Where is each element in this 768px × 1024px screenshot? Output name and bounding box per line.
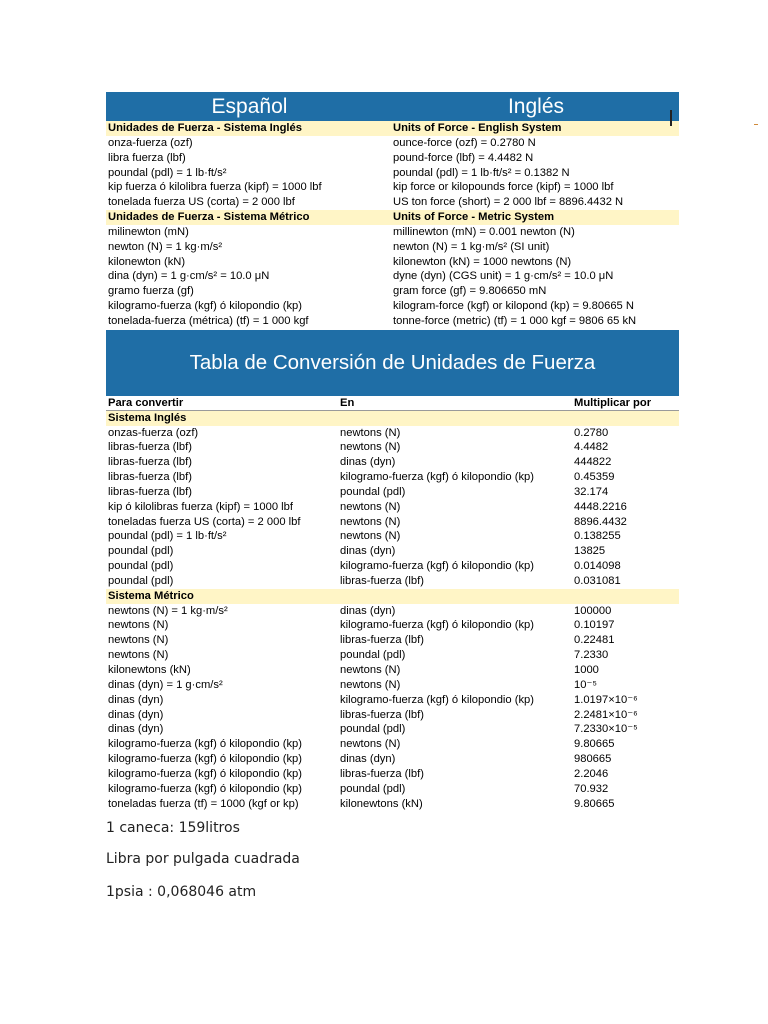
conversion-title-band xyxy=(106,330,679,396)
to-cell: dinas (dyn) xyxy=(340,604,396,617)
units-row xyxy=(106,240,679,255)
to-cell: dinas (dyn) xyxy=(340,753,396,766)
conversion-row xyxy=(106,440,679,455)
conversion-row xyxy=(106,722,679,737)
conversion-row xyxy=(106,752,679,767)
units-row xyxy=(106,225,679,240)
conversion-row xyxy=(106,708,679,723)
english-cell: US ton force (short) = 2 000 lbf = 8896.4432 N xyxy=(393,196,624,209)
note-caneca: 1 caneca: 159litros xyxy=(106,820,240,836)
from-cell: toneladas fuerza US (corta) = 2 000 lbf xyxy=(108,515,301,528)
conversion-row xyxy=(106,515,679,530)
to-cell: newtons (N) xyxy=(340,441,401,454)
conversion-table-header xyxy=(106,396,679,411)
conversion-row xyxy=(106,782,679,797)
english-cell: newton (N) = 1 kg·m/s² (SI unit) xyxy=(393,240,550,253)
to-cell: poundal (pdl) xyxy=(340,649,406,662)
to-cell: newtons (N) xyxy=(340,515,401,528)
english-cell: Units of Force - English System xyxy=(393,122,562,134)
header-from: Para convertir xyxy=(108,396,184,409)
conversion-row xyxy=(106,633,679,648)
english-cell: dyne (dyn) (CGS unit) = 1 g·cm/s² = 10.0 μN xyxy=(393,270,614,283)
from-cell: libras-fuerza (lbf) xyxy=(108,485,192,498)
spanish-cell: onza-fuerza (ozf) xyxy=(108,136,193,149)
english-cell: pound-force (lbf) = 4.4482 N xyxy=(393,151,534,164)
to-cell: kilogramo-fuerza (kgf) ó kilopondio (kp) xyxy=(340,560,534,573)
from-cell: poundal (pdl) xyxy=(108,574,174,587)
to-cell: newtons (N) xyxy=(340,530,401,543)
to-cell: libras-fuerza (lbf) xyxy=(340,634,424,647)
spanish-cell: tonelada fuerza US (corta) = 2 000 lbf xyxy=(108,196,295,209)
from-cell: kilogramo-fuerza (kgf) ó kilopondio (kp) xyxy=(108,782,302,795)
english-cell: Units of Force - Metric System xyxy=(393,211,555,224)
factor-cell: 32.174 xyxy=(574,485,609,498)
to-cell: newtons (N) xyxy=(340,426,401,439)
conversion-row xyxy=(106,529,679,544)
english-cell: kilonewton (kN) = 1000 newtons (N) xyxy=(393,255,572,268)
factor-cell: 0.10197 xyxy=(574,619,615,632)
to-cell: poundal (pdl) xyxy=(340,782,406,795)
to-cell: newtons (N) xyxy=(340,500,401,513)
conversion-row xyxy=(106,663,679,678)
english-cell: tonne-force (metric) (tf) = 1 000 kgf = 9806 65 kN xyxy=(393,314,637,327)
header-to: En xyxy=(340,396,355,409)
spanish-cell: milinewton (mN) xyxy=(108,225,189,238)
language-header-band xyxy=(106,92,679,121)
units-section-heading xyxy=(106,121,679,136)
english-cell: millinewton (mN) = 0.001 newton (N) xyxy=(393,225,575,238)
factor-cell: 0.22481 xyxy=(574,634,615,647)
spanish-column-header: Español xyxy=(211,94,288,118)
from-cell: toneladas fuerza (tf) = 1000 (kgf or kp) xyxy=(108,797,299,810)
to-cell: dinas (dyn) xyxy=(340,545,396,558)
from-cell: dinas (dyn) xyxy=(108,723,164,736)
factor-cell: 10⁻⁵ xyxy=(574,678,597,691)
units-row xyxy=(106,136,679,151)
conversion-row xyxy=(106,797,679,812)
to-cell: kilogramo-fuerza (kgf) ó kilopondio (kp) xyxy=(340,693,534,706)
units-row xyxy=(106,299,679,314)
conversion-row xyxy=(106,604,679,619)
to-cell: newtons (N) xyxy=(340,678,401,691)
units-glossary-table xyxy=(106,121,679,329)
text-cursor xyxy=(670,110,672,126)
conversion-row xyxy=(106,574,679,589)
to-cell: newtons (N) xyxy=(340,738,401,751)
conversion-table-title: Tabla de Conversión de Unidades de Fuerza xyxy=(189,350,596,374)
from-cell: kilogramo-fuerza (kgf) ó kilopondio (kp) xyxy=(108,738,302,751)
spanish-cell: tonelada-fuerza (métrica) (tf) = 1 000 kgf xyxy=(108,314,309,327)
from-cell: poundal (pdl) = 1 lb·ft/s² xyxy=(108,530,227,543)
from-cell: kip ó kilolibras fuerza (kipf) = 1000 lbf xyxy=(108,500,293,513)
to-cell: kilogramo-fuerza (kgf) ó kilopondio (kp) xyxy=(340,619,534,632)
conversion-row xyxy=(106,767,679,782)
units-row xyxy=(106,255,679,270)
factor-cell: 0.138255 xyxy=(574,530,621,543)
factor-cell: 980665 xyxy=(574,753,612,766)
conversion-row xyxy=(106,544,679,559)
conversion-row xyxy=(106,470,679,485)
note-psia: 1psia : 0,068046 atm xyxy=(106,884,257,900)
from-cell: kilogramo-fuerza (kgf) ó kilopondio (kp) xyxy=(108,753,302,766)
from-cell: poundal (pdl) xyxy=(108,545,174,558)
to-cell: poundal (pdl) xyxy=(340,723,406,736)
to-cell: libras-fuerza (lbf) xyxy=(340,767,424,780)
conversion-section-heading: Sistema Métrico xyxy=(106,589,679,604)
english-cell: poundal (pdl) = 1 lb·ft/s² = 0.1382 N xyxy=(393,166,570,179)
factor-cell: 0.45359 xyxy=(574,471,615,484)
spanish-cell: Unidades de Fuerza - Sistema Inglés xyxy=(108,122,302,134)
to-cell: poundal (pdl) xyxy=(340,485,406,498)
conversion-section-heading: Sistema Inglés xyxy=(106,411,679,426)
from-cell: dinas (dyn) = 1 g·cm/s² xyxy=(108,678,223,691)
spanish-cell: gramo fuerza (gf) xyxy=(108,285,194,298)
from-cell: newtons (N) xyxy=(108,634,169,647)
spanish-cell: kilogramo-fuerza (kgf) ó kilopondio (kp) xyxy=(108,300,302,313)
from-cell: dinas (dyn) xyxy=(108,708,164,721)
force-units-document xyxy=(106,92,679,811)
english-cell: ounce-force (ozf) = 0.2780 N xyxy=(393,136,536,149)
conversion-row xyxy=(106,618,679,633)
english-cell: kilogram-force (kgf) or kilopond (kp) = 9.80665 N xyxy=(393,300,634,313)
factor-cell: 2.2481×10⁻⁶ xyxy=(574,708,638,721)
note-psi-title: Libra por pulgada cuadrada xyxy=(106,851,300,867)
conversion-row xyxy=(106,737,679,752)
factor-cell: 9.80665 xyxy=(574,797,615,810)
spanish-cell: Unidades de Fuerza - Sistema Métrico xyxy=(108,211,310,224)
factor-cell: 2.2046 xyxy=(574,767,609,780)
units-row xyxy=(106,195,679,210)
conversion-row xyxy=(106,500,679,515)
english-cell: kip force or kilopounds force (kipf) = 1000 lbf xyxy=(393,181,614,194)
to-cell: libras-fuerza (lbf) xyxy=(340,574,424,587)
from-cell: newtons (N) xyxy=(108,619,169,632)
to-cell: kilonewtons (kN) xyxy=(340,797,423,810)
factor-cell: 1.0197×10⁻⁶ xyxy=(574,693,638,706)
conversion-row xyxy=(106,485,679,500)
factor-cell: 9.80665 xyxy=(574,738,615,751)
to-cell: libras-fuerza (lbf) xyxy=(340,708,424,721)
conversion-row xyxy=(106,678,679,693)
conversion-row xyxy=(106,648,679,663)
english-column-header: Inglés xyxy=(507,94,565,118)
margin-mark xyxy=(754,124,758,125)
from-cell: kilonewtons (kN) xyxy=(108,664,191,676)
factor-cell: 7.2330 xyxy=(574,649,609,662)
header-factor: Multiplicar por xyxy=(574,396,652,409)
units-row xyxy=(106,284,679,299)
units-row xyxy=(106,314,679,329)
to-cell: newtons (N) xyxy=(340,664,401,676)
to-cell: kilogramo-fuerza (kgf) ó kilopondio (kp) xyxy=(340,471,534,484)
conversion-row xyxy=(106,455,679,470)
units-row xyxy=(106,180,679,195)
factor-cell: 0.014098 xyxy=(574,560,621,573)
conversion-table xyxy=(106,411,679,812)
from-cell: libras-fuerza (lbf) xyxy=(108,471,192,484)
factor-cell: 0.2780 xyxy=(574,426,609,439)
units-row xyxy=(106,166,679,181)
factor-cell: 70.932 xyxy=(574,782,609,795)
from-cell: onzas-fuerza (ozf) xyxy=(108,426,199,439)
spanish-cell: kip fuerza ó kilolibra fuerza (kipf) = 1000 lbf xyxy=(108,181,322,194)
units-row xyxy=(106,269,679,284)
from-cell: libras-fuerza (lbf) xyxy=(108,456,192,469)
spanish-cell: libra fuerza (lbf) xyxy=(108,151,186,164)
conversion-row xyxy=(106,559,679,574)
from-cell: newtons (N) = 1 kg·m/s² xyxy=(108,604,228,617)
spanish-cell: dina (dyn) = 1 g·cm/s² = 10.0 μN xyxy=(108,270,270,283)
factor-cell: 0.031081 xyxy=(574,574,621,587)
to-cell: dinas (dyn) xyxy=(340,456,396,469)
from-cell: dinas (dyn) xyxy=(108,693,164,706)
units-row xyxy=(106,151,679,166)
factor-cell: 444822 xyxy=(574,456,612,469)
units-section-heading xyxy=(106,210,679,225)
factor-cell: 13825 xyxy=(574,545,606,558)
factor-cell: 4448.2216 xyxy=(574,500,627,513)
factor-cell: 100000 xyxy=(574,604,612,617)
factor-cell: 8896.4432 xyxy=(574,515,627,528)
spanish-cell: newton (N) = 1 kg·m/s² xyxy=(108,240,223,253)
factor-cell: 7.2330×10⁻⁵ xyxy=(574,723,638,736)
factor-cell: 4.4482 xyxy=(574,441,609,454)
spanish-cell: poundal (pdl) = 1 lb·ft/s² xyxy=(108,166,227,179)
from-cell: libras-fuerza (lbf) xyxy=(108,441,192,454)
spanish-cell: kilonewton (kN) xyxy=(108,255,186,268)
factor-cell: 1000 xyxy=(574,664,599,676)
conversion-row xyxy=(106,426,679,441)
conversion-row xyxy=(106,693,679,708)
from-cell: newtons (N) xyxy=(108,649,169,662)
english-cell: gram force (gf) = 9.806650 mN xyxy=(393,285,547,298)
from-cell: kilogramo-fuerza (kgf) ó kilopondio (kp) xyxy=(108,767,302,780)
from-cell: poundal (pdl) xyxy=(108,560,174,573)
